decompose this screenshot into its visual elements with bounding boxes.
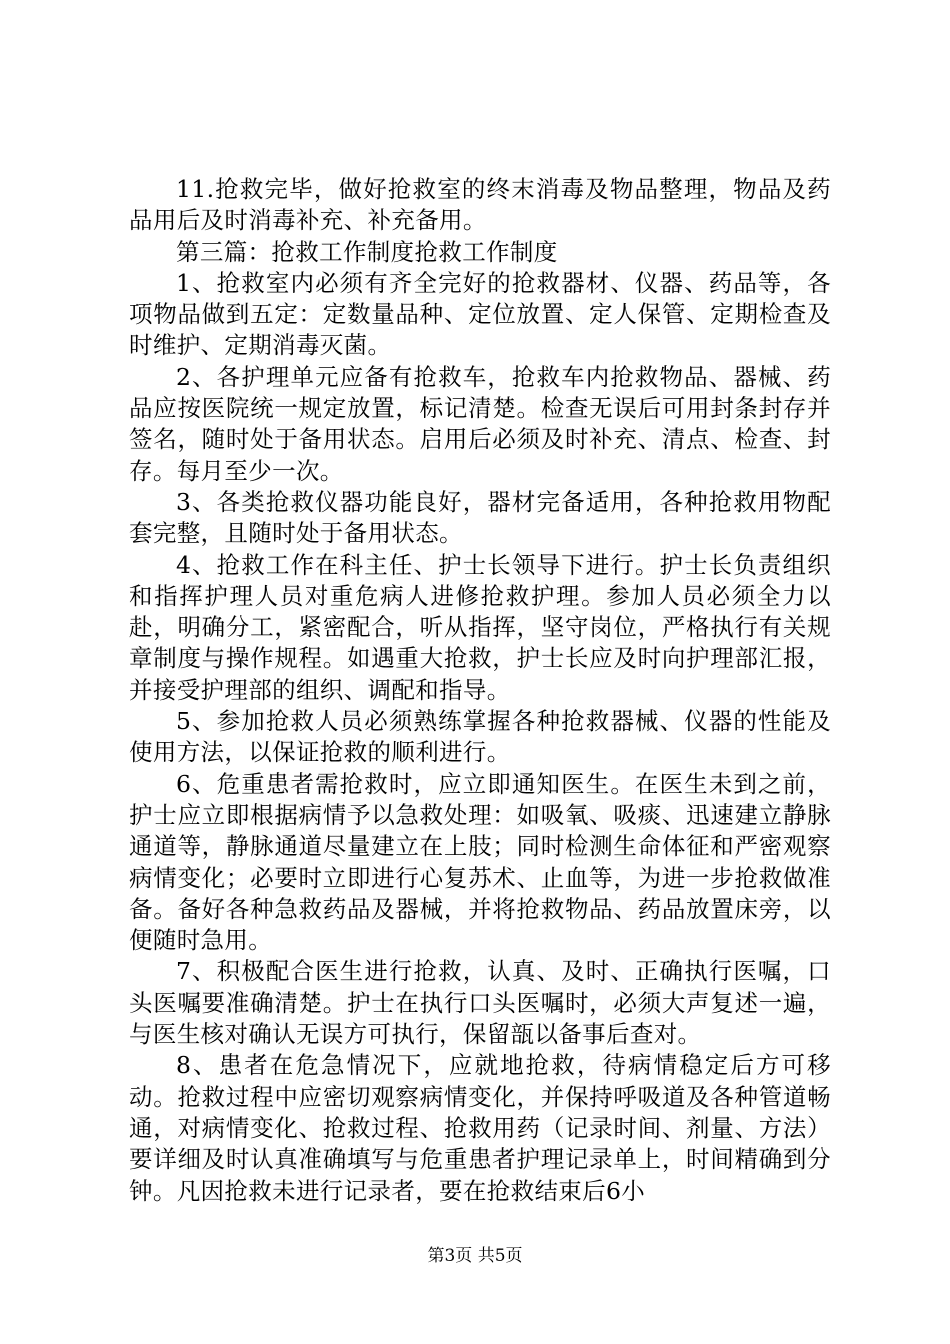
document-body: [129, 174, 831, 1207]
paragraph-rule-6: 6、危重患者需抢救时，应立即通知医生。在医生未到之前，护士应立即根据病情予以急救处理：如吸氧、吸痰、迅速建立静脉通道等，静脉通道尽量建立在上肢；同时检测生命体征和严密观察病情变化；必要时立即进行心复苏术、止血等，为进一步抢救做准备。备好各种急救药品及器械，并将抢救物品、药品放置床旁，以便随时急用。: [129, 769, 831, 955]
paragraph-rule-4: 4、抢救工作在科主任、护士长领导下进行。护士长负责组织和指挥护理人员对重危病人进修抢救护理。参加人员必须全力以赴，明确分工，紧密配合，听从指挥，坚守岗位，严格执行有关规章制度与操作规程。如遇重大抢救，护士长应及时向护理部汇报，并接受护理部的组织、调配和指导。: [129, 550, 831, 704]
paragraph-rule-1: 1、抢救室内必须有齐全完好的抢救器材、仪器、药品等，各项物品做到五定：定数量品种、定位放置、定人保管、定期检查及时维护、定期消毒灭菌。: [129, 268, 831, 360]
paragraph-rule-8: 8、患者在危急情况下，应就地抢救，待病情稳定后方可移动。抢救过程中应密切观察病情变化，并保持呼吸道及各种管道畅通，对病情变化、抢救过程、抢救用药（记录时间、剂量、方法）要详细及时认真准确填写与危重患者护理记录单上，时间精确到分钟。凡因抢救未进行记录者，要在抢救结束后6小: [129, 1051, 831, 1205]
section-heading: 第三篇：抢救工作制度抢救工作制度: [176, 237, 558, 266]
paragraph-rule-7: 7、积极配合医生进行抢救，认真、及时、正确执行医嘱，口头医嘱要准确清楚。护士在执行口头医嘱时，必须大声复述一遍，与医生核对确认无误方可执行，保留瓿以备事后查对。: [129, 957, 831, 1049]
paragraph-rule-2: 2、各护理单元应备有抢救车，抢救车内抢救物品、器械、药品应按医院统一规定放置，标记清楚。检查无误后可用封条封存并签名，随时处于备用状态。启用后必须及时补充、清点、检查、封存。每月至少一次。: [129, 362, 831, 485]
page-number-footer: 第3页 共5页: [427, 1246, 523, 1266]
paragraph-item-11: 11.抢救完毕，做好抢救室的终末消毒及物品整理，物品及药品用后及时消毒补充、补充备用。: [129, 175, 831, 235]
paragraph-rule-3: 3、各类抢救仪器功能良好，器材完备适用，各种抢救用物配套完整，且随时处于备用状态。: [129, 487, 831, 548]
paragraph-rule-5: 5、参加抢救人员必须熟练掌握各种抢救器械、仪器的性能及使用方法，以保证抢救的顺利进行。: [129, 707, 831, 767]
